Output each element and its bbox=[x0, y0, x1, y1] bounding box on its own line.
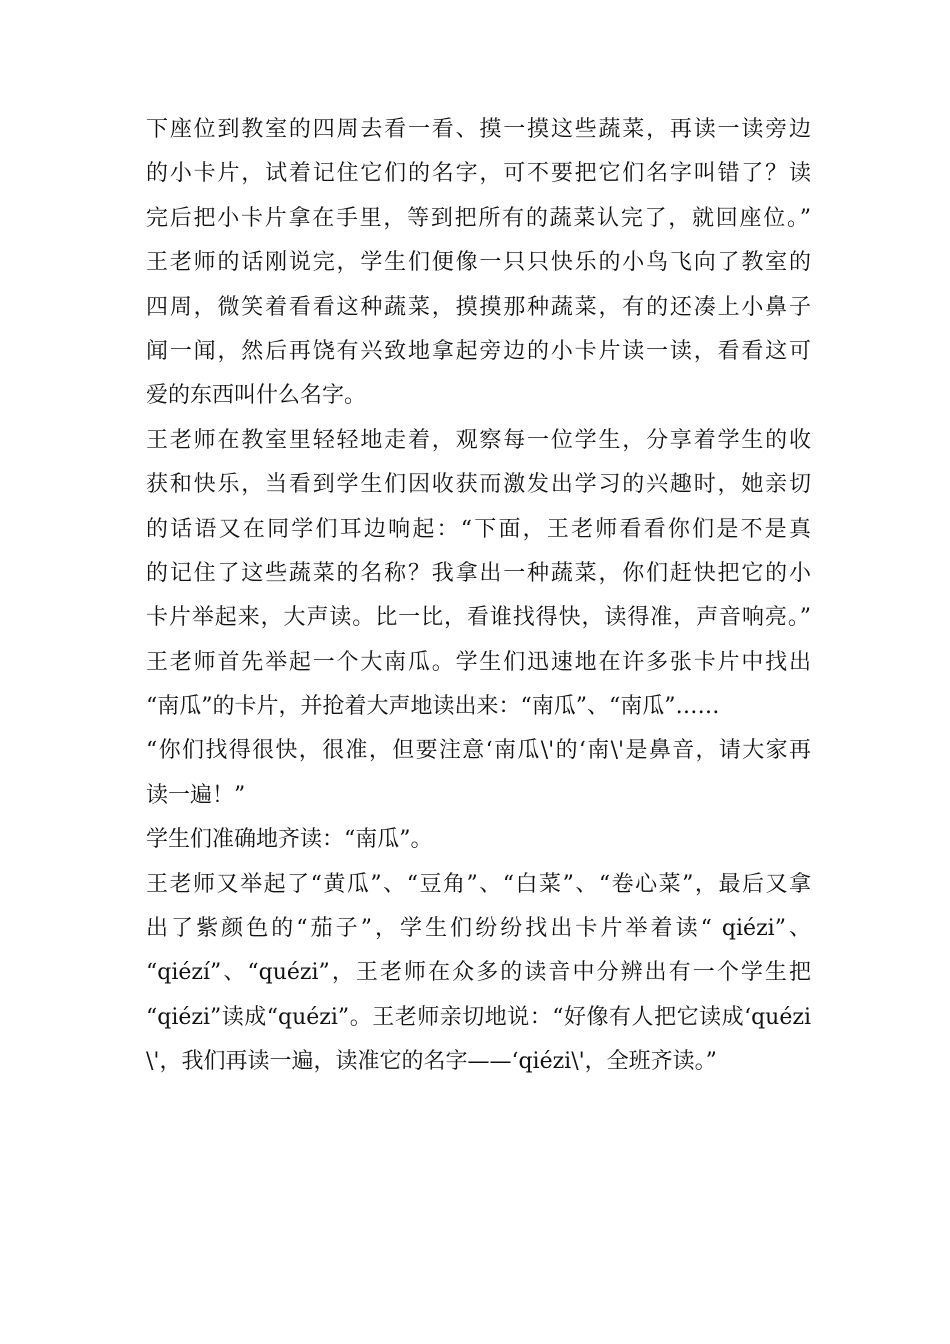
text-line: 的小卡片，试着记住它们的名字，可不要把它们名字叫错了？读 bbox=[146, 161, 811, 187]
text-line: “qiézí”、“quézi”，王老师在众多的读音中分辨出有一个学生把 bbox=[146, 960, 811, 986]
text-line: 获和快乐，当看到学生们因收获而激发出学习的兴趣时，她亲切 bbox=[146, 472, 811, 498]
text-line: 读一遍！” bbox=[146, 782, 246, 808]
text-line: 王老师的话刚说完，学生们便像一只只快乐的小鸟飞向了教室的 bbox=[146, 250, 811, 276]
text-line: 王老师首先举起一个大南瓜。学生们迅速地在许多张卡片中找出 bbox=[146, 649, 811, 675]
text-line: 王老师在教室里轻轻地走着，观察每一位学生，分享着学生的收 bbox=[146, 427, 811, 453]
text-line: 闻一闻，然后再饶有兴致地拿起旁边的小卡片读一读，看看这可 bbox=[146, 338, 811, 364]
text-line: 王老师又举起了“黄瓜”、“豆角”、“白菜”、“卷心菜”，最后又拿 bbox=[146, 871, 811, 897]
text-line: 完后把小卡片拿在手里，等到把所有的蔬菜认完了，就回座位。” bbox=[146, 205, 811, 231]
text-line: “南瓜”的卡片，并抢着大声地读出来：“南瓜”、“南瓜”…… bbox=[146, 694, 720, 720]
text-line: 四周，微笑着看看这种蔬菜，摸摸那种蔬菜，有的还凑上小鼻子 bbox=[146, 294, 811, 320]
text-line: 学生们准确地齐读：“南瓜”。 bbox=[146, 827, 433, 853]
body-text bbox=[146, 108, 811, 1085]
text-line: 出了紫颜色的“茄子”，学生们纷纷找出卡片举着读“ qiézi”、 bbox=[146, 916, 811, 942]
text-line: \'，我们再读一遍，读准它的名字——‘qiézi\'，全班齐读。” bbox=[146, 1049, 717, 1075]
text-line: “qiézi”读成“quézi”。王老师亲切地说：“好像有人把它读成‘quézi bbox=[146, 1004, 811, 1030]
text-line: 的记住了这些蔬菜的名称？我拿出一种蔬菜，你们赶快把它的小 bbox=[146, 560, 811, 586]
text-line: 爱的东西叫什么名字。 bbox=[146, 383, 367, 409]
text-line: “你们找得很快，很准，但要注意‘南瓜\'的‘南\'是鼻音，请大家再 bbox=[146, 738, 811, 764]
text-line: 的话语又在同学们耳边响起：“下面，王老师看看你们是不是真 bbox=[146, 516, 811, 542]
text-line: 卡片举起来，大声读。比一比，看谁找得快，读得准，声音响亮。” bbox=[146, 605, 811, 631]
text-line: 下座位到教室的四周去看一看、摸一摸这些蔬菜，再读一读旁边 bbox=[146, 117, 811, 142]
